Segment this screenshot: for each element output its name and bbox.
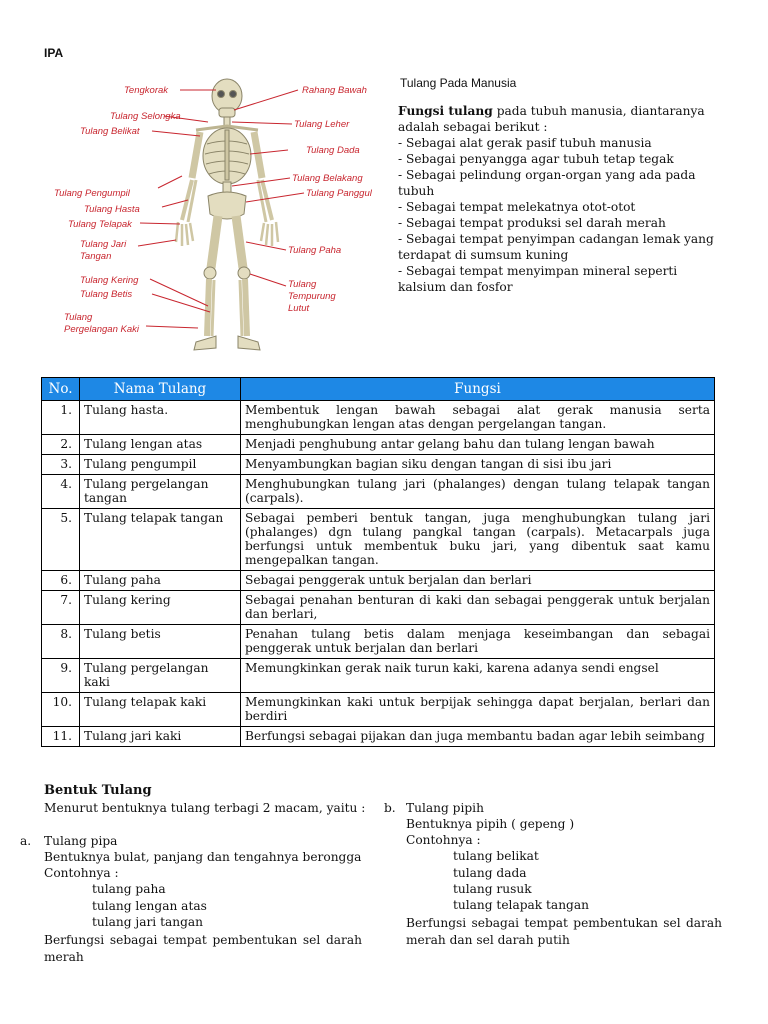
label-tulang-hasta: Tulang Hasta (84, 204, 140, 215)
table-row (42, 591, 715, 625)
label-tulang-jari: Tulang Jari (80, 239, 127, 250)
intro-item: - Sebagai tempat melekatnya otot-otot (398, 200, 636, 214)
label-tempurung: Tempurung (288, 291, 336, 302)
subject-label: IPA (44, 46, 64, 60)
cell-no: 7. (42, 591, 80, 625)
bentuk-b-title: Tulang pipih (406, 801, 484, 815)
intro-lead-bold: Fungsi tulang (398, 104, 493, 118)
cell-fungsi: Menghubungkan tulang jari (phalanges) dengan tulang telapak tangan (carpals). (241, 475, 715, 509)
bentuk-b-marker: b. (384, 801, 396, 815)
label-tulang-kering: Tulang Kering (80, 275, 139, 286)
cell-fungsi: Memungkinkan gerak naik turun kaki, karena adanya sendi engsel (241, 659, 715, 693)
intro-lead-rest: pada tubuh manusia, diantaranya adalah sebagai berikut : (398, 104, 705, 134)
label-tulang-dada: Tulang Dada (306, 145, 360, 156)
cell-fungsi: Sebagai penahan benturan di kaki dan sebagai penggerak untuk berjalan dan berlari, (241, 591, 715, 625)
label-rahang-bawah: Rahang Bawah (302, 85, 367, 96)
table-row (42, 693, 715, 727)
label-tulang-lutut-1: Tulang (288, 279, 317, 290)
label-tulang-selongka: Tulang Selongka (110, 111, 181, 122)
intro-lead (398, 103, 718, 135)
cell-no: 11. (42, 727, 80, 747)
label-pergelangan-kaki: Pergelangan Kaki (64, 324, 139, 335)
label-tulang-leher: Tulang Leher (294, 119, 350, 130)
cell-name: Tulang telapak kaki (80, 693, 241, 727)
cell-no: 2. (42, 435, 80, 455)
bentuk-a-fungsi: Berfungsi sebagai tempat pembentukan sel darah merah (44, 933, 362, 964)
cell-no: 4. (42, 475, 80, 509)
bentuk-a-desc: Bentuknya bulat, panjang dan tengahnya berongga (44, 850, 362, 864)
table-header-row (42, 378, 715, 401)
intro-title: Tulang Pada Manusia (400, 76, 517, 90)
bentuk-b-desc: Bentuknya pipih ( gepeng ) (406, 817, 575, 831)
cell-name: Tulang paha (80, 571, 241, 591)
table-row (42, 435, 715, 455)
cell-no: 5. (42, 509, 80, 571)
intro-text (398, 103, 718, 295)
intro-item: - Sebagai penyangga agar tubuh tetap tegak (398, 152, 674, 166)
cell-name: Tulang kering (80, 591, 241, 625)
label-tulang-belikat: Tulang Belikat (80, 126, 140, 137)
cell-fungsi: Penahan tulang betis dalam menjaga keseimbangan dan sebagai penggerak untuk berjalan dan berlari (241, 625, 715, 659)
bentuk-a-contoh-label: Contohnya : (44, 866, 119, 880)
bentuk-title: Bentuk Tulang (44, 783, 152, 798)
cell-name: Tulang pergelangan tangan (80, 475, 241, 509)
bentuk-a-title: Tulang pipa (44, 834, 118, 848)
bentuk-a-example: tulang lengan atas (92, 899, 207, 913)
bentuk-b-fungsi: Berfungsi sebagai tempat pembentukan sel darah merah dan sel darah putih (406, 916, 722, 947)
cell-name: Tulang betis (80, 625, 241, 659)
bentuk-b-example: tulang rusuk (453, 882, 532, 896)
bentuk-a-example: tulang paha (92, 882, 166, 896)
header-fungsi: Fungsi (241, 378, 715, 401)
table-body (42, 401, 715, 747)
label-tulang-betis: Tulang Betis (80, 289, 133, 300)
table-row (42, 727, 715, 747)
label-tulang-pengumpil: Tulang Pengumpil (54, 188, 130, 199)
bone-function-table (41, 377, 715, 747)
table-row (42, 625, 715, 659)
cell-name: Tulang pengumpil (80, 455, 241, 475)
cell-no: 10. (42, 693, 80, 727)
label-tulang-paha: Tulang Paha (288, 245, 342, 256)
cell-no: 6. (42, 571, 80, 591)
table-row (42, 659, 715, 693)
label-tulang-panggul: Tulang Panggul (306, 188, 372, 199)
table-row (42, 455, 715, 475)
bentuk-a-example: tulang jari tangan (92, 915, 204, 929)
table-row (42, 401, 715, 435)
cell-fungsi: Menyambungkan bagian siku dengan tangan di sisi ibu jari (241, 455, 715, 475)
cell-no: 9. (42, 659, 80, 693)
cell-name: Tulang pergelangan kaki (80, 659, 241, 693)
cell-name: Tulang lengan atas (80, 435, 241, 455)
cell-fungsi: Membentuk lengan bawah sebagai alat gerak manusia serta menghubungkan lengan atas dengan pergelangan tangan. (241, 401, 715, 435)
bentuk-a-marker: a. (20, 834, 32, 848)
label-tulang-kaki: Tulang (64, 312, 93, 323)
table-row (42, 475, 715, 509)
table-row (42, 509, 715, 571)
intro-item: - Sebagai tempat menyimpan mineral seperti kalsium dan fosfor (398, 264, 678, 294)
intro-item: - Sebagai tempat produksi sel darah merah (398, 216, 666, 230)
bentuk-intro: Menurut bentuknya tulang terbagi 2 macam, yaitu : (44, 801, 366, 815)
label-tangan: Tangan (80, 251, 112, 262)
cell-name: Tulang jari kaki (80, 727, 241, 747)
cell-name: Tulang telapak tangan (80, 509, 241, 571)
header-nama-tulang: Nama Tulang (80, 378, 241, 401)
intro-item: - Sebagai tempat penyimpan cadangan lemak yang terdapat di sumsum kuning (398, 232, 714, 262)
cell-no: 8. (42, 625, 80, 659)
label-tulang-telapak: Tulang Telapak (68, 219, 132, 230)
table-row (42, 571, 715, 591)
cell-fungsi: Sebagai pemberi bentuk tangan, juga menghubungkan tulang jari (phalanges) dgn tulang pangkal tangan (carpals). Metacarpals juga berfungsi untuk membentuk buku jari, yang dibentuk saat kamu mengepalkan tangan. (241, 509, 715, 571)
label-lutut: Lutut (288, 303, 310, 314)
bentuk-b-contoh-label: Contohnya : (406, 833, 481, 847)
cell-fungsi: Memungkinkan kaki untuk berpijak sehingga dapat berjalan, berlari dan berdiri (241, 693, 715, 727)
cell-no: 1. (42, 401, 80, 435)
cell-no: 3. (42, 455, 80, 475)
label-tengkorak: Tengkorak (124, 85, 169, 96)
label-tulang-belakang: Tulang Belakang (292, 173, 363, 184)
cell-fungsi: Berfungsi sebagai pijakan dan juga membantu badan agar lebih seimbang (241, 727, 715, 747)
cell-name: Tulang hasta. (80, 401, 241, 435)
bentuk-b-example: tulang belikat (453, 849, 539, 863)
header-no: No. (42, 378, 80, 401)
bentuk-b-example: tulang telapak tangan (453, 898, 589, 912)
cell-fungsi: Menjadi penghubung antar gelang bahu dan tulang lengan bawah (241, 435, 715, 455)
intro-item: - Sebagai alat gerak pasif tubuh manusia (398, 136, 652, 150)
skeleton-figure (48, 74, 388, 370)
cell-fungsi: Sebagai penggerak untuk berjalan dan berlari (241, 571, 715, 591)
intro-item: - Sebagai pelindung organ-organ yang ada pada tubuh (398, 168, 696, 198)
bentuk-b-example: tulang dada (453, 866, 527, 880)
